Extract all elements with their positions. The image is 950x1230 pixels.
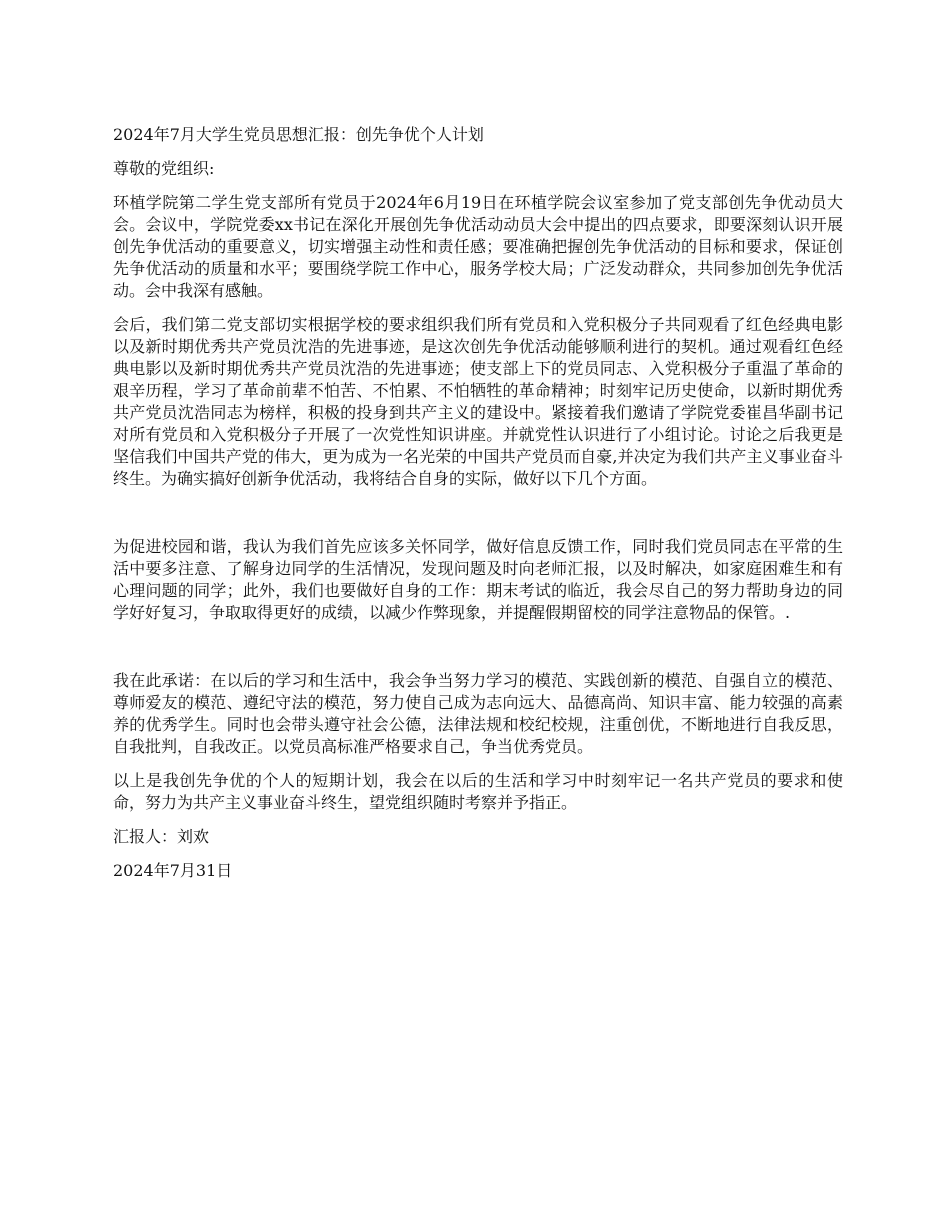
paragraph-commitment: 我在此承诺：在以后的学习和生活中，我会争当努力学习的模范、实践创新的模范、自强自立的模范、尊师爱友的模范、遵纪守法的模范，努力使自己成为志向远大、品德高尚、知识丰富、能力较强的高素养的优秀学生。同时也会带头遵守社会公德，法律法规和校纪校规，注重创优，不断地进行自我反思，自我批判，自我改正。以党员高标准严格要求自己，争当优秀党员。 — [113, 671, 843, 756]
report-date: 2024年7月31日 — [113, 861, 233, 880]
salutation: 尊敬的党组织: — [113, 159, 215, 178]
paragraph-gap — [113, 636, 843, 670]
paragraph-activities: 会后，我们第二党支部切实根据学校的要求组织我们所有党员和入党积极分子共同观看了红色经典电影以及新时期优秀共产党员沈浩的先进事迹，是这次创先争优活动能够顺利进行的契机。通过观看红色经典电影以及新时期优秀共产党员沈浩的先进事迹；使支部上下的党员同志、入党积极分子重温了革命的艰辛历程，学习了革命前辈不怕苦、不怕累、不怕牺牲的革命精神；时刻牢记历史使命，以新时期优秀共产党员沈浩同志为榜样，积极的投身到共产主义的建设中。紧接着我们邀请了学院党委崔昌华副书记对所有党员和入党积极分子开展了一次党性知识讲座。并就党性认识进行了小组讨论。讨论之后我更是坚信我们中国共产党的伟大，更为成为一名光荣的中国共产党员而自豪,并决定为我们共产主义事业奋斗终生。为确实搞好创新争优活动，我将结合自身的实际，做好以下几个方面。 — [113, 315, 843, 488]
paragraph-campus-harmony: 为促进校园和谐，我认为我们首先应该多关怀同学，做好信息反馈工作，同时我们党员同志在平常的生活中要多注意、了解身边同学的生活情况，发现问题及时向老师汇报，以及时解决，如家庭困难生和有心理问题的同学；此外，我们也要做好自身的工作：期末考试的临近，我会尽自己的努力帮助身边的同学好好复习，争取取得更好的成绩，以减少作弊现象，并提醒假期留校的同学注意物品的保管。. — [113, 537, 843, 622]
paragraph-gap — [113, 502, 843, 536]
reporter-signature: 汇报人：刘欢 — [113, 827, 210, 846]
document-body — [113, 124, 843, 894]
paragraph-meeting: 环植学院第二学生党支部所有党员于2024年6月19日在环植学院会议室参加了党支部创先争优动员大会。会议中，学院党委xx书记在深化开展创先争优活动动员大会中提出的四点要求，即要深刻认识开展创先争优活动的重要意义，切实增强主动性和责任感；要准确把握创先争优活动的目标和要求，保证创先争优活动的质量和水平；要围绕学院工作中心，服务学校大局；广泛发动群众，共同参加创先争优活动。会中我深有感触。 — [113, 193, 843, 300]
paragraph-conclusion: 以上是我创先争优的个人的短期计划，我会在以后的生活和学习中时刻牢记一名共产党员的要求和使命，努力为共产主义事业奋斗终生，望党组织随时考察并予指正。 — [113, 771, 843, 812]
document-title: 2024年7月大学生党员思想汇报：创先争优个人计划 — [113, 125, 484, 144]
